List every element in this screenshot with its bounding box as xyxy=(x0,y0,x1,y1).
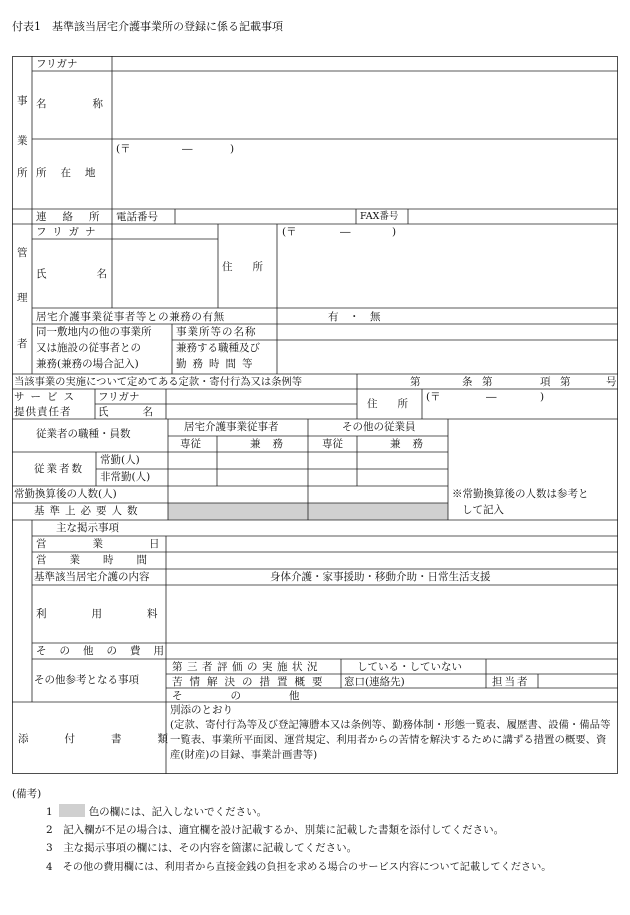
attachments-label: 添付書類 xyxy=(18,733,204,745)
articles-gou: 号 xyxy=(606,376,617,388)
items-content-value: 身体介護・家事援助・移動介助・日常生活支援 xyxy=(270,571,491,583)
notes-header: (備考) xyxy=(12,788,42,800)
manager-postal-dash: ― xyxy=(340,226,351,238)
note-3-number: 3 xyxy=(46,842,53,854)
office-section-label-3: 所 xyxy=(17,167,28,179)
manager-section-label-3: 者 xyxy=(17,338,28,350)
manager-other-work-label-1: 同一敷地内の他の事業所 xyxy=(36,326,152,338)
staff-note-line1: ※常勤換算後の人数は参考と xyxy=(452,488,589,500)
office-phone-label: 電話番号 xyxy=(116,211,158,223)
staff-group2-fulltime: 専従 xyxy=(322,438,343,450)
manager-postal-prefix: (〒 xyxy=(282,226,297,238)
manager-concurrent-value: 有 ・ 無 xyxy=(328,311,381,323)
manager-other-duty-label-1: 兼務する職種及び xyxy=(176,342,260,354)
reference-eval-label: 第三者評価の実施状況 xyxy=(172,661,322,673)
reference-eval-value: している・していない xyxy=(357,661,462,673)
staff-group2-header: その他の従業員 xyxy=(342,421,416,433)
service-manager-address-label: 住所 xyxy=(367,398,428,410)
note-4 xyxy=(46,858,551,873)
note-3 xyxy=(46,840,357,855)
office-postal-prefix: (〒 xyxy=(116,143,131,155)
staff-required-label: 基準上必要人数 xyxy=(34,505,143,517)
office-furigana-text: フリガナ xyxy=(36,58,78,70)
attachments-line1: 別添のとおり xyxy=(170,704,233,716)
grey-swatch xyxy=(59,804,85,817)
items-business-days-label: 営業日 xyxy=(36,538,206,550)
note-2-number: 2 xyxy=(46,824,53,836)
items-content-label: 基準該当居宅介護の内容 xyxy=(34,571,150,583)
staff-fte-label: 常勤換算後の人数(人) xyxy=(14,488,117,500)
office-section-label-1: 事 xyxy=(17,95,28,107)
manager-address-label: 住所 xyxy=(222,261,283,273)
note-4-text: その他の費用欄には、利用者から直接金銭の負担を求める場合のサービス内容について記載してください。 xyxy=(62,862,552,873)
items-fee-label: 利用料 xyxy=(36,608,203,620)
office-address-label: 所在地 xyxy=(36,167,110,179)
note-2 xyxy=(46,822,504,837)
articles-dai2: 第 xyxy=(482,376,493,388)
service-manager-name-label: 氏名 xyxy=(98,406,187,418)
reference-label: その他参考となる事項 xyxy=(34,674,139,686)
attachments-line2: (定款、寄付行為等及び登記簿謄本又は条例等、勤務体制・形態一覧表、履歴書、設備・備品等一覧表、事業所平面図、運営規定、利用者からの苦情を解決するために講ずる措置の概要、資産(財産)の目録、事業計画書等) xyxy=(170,719,611,761)
service-manager-postal-prefix: (〒 xyxy=(426,391,441,403)
office-furigana-label xyxy=(36,59,108,70)
note-4-number: 4 xyxy=(46,862,53,873)
note-1-number: 1 xyxy=(46,806,53,818)
manager-other-work-label-2: 又は施設の従事者との xyxy=(36,342,141,354)
staff-count-label: 従業者数 xyxy=(34,463,84,475)
office-fax-label: FAX番号 xyxy=(360,211,399,222)
articles-kou: 項 xyxy=(540,376,551,388)
staff-group1-header: 居宅介護事業従事者 xyxy=(184,421,279,433)
items-header: 主な掲示事項 xyxy=(56,522,119,534)
office-postal-dash: ― xyxy=(182,143,193,155)
reference-other-label: その他 xyxy=(172,690,348,702)
office-contact-label: 連絡所 xyxy=(36,211,116,223)
staff-group1-fulltime: 専従 xyxy=(180,438,201,450)
staff-note-line2: して記入 xyxy=(462,504,504,516)
note-1-text: 色の欄には、記入しないでください。 xyxy=(88,806,268,818)
reference-complaint-label: 苦情解決の措置概要 xyxy=(172,676,330,688)
reference-window-label: 窓口(連絡先) xyxy=(344,676,405,688)
office-name-label: 名称 xyxy=(36,98,149,110)
staff-header: 従業者の職種・員数 xyxy=(36,428,131,440)
service-manager-label-1: サービス xyxy=(14,391,80,403)
manager-postal-suffix: ) xyxy=(392,226,397,238)
manager-other-duty-label-2: 勤務時間等 xyxy=(176,358,259,370)
manager-furigana-label: フリガナ xyxy=(36,226,102,238)
manager-concurrent-label: 居宅介護事業従事者等との兼務の有無 xyxy=(36,311,225,323)
note-3-text: 主な掲示事項の欄には、その内容を箇潔に記載してください。 xyxy=(63,842,358,854)
manager-other-work-label-3: 兼務(兼務の場合記入) xyxy=(36,358,139,370)
office-postal-suffix: ) xyxy=(230,143,235,155)
manager-section-label-2: 理 xyxy=(17,292,28,304)
staff-regular-label: 常勤(人) xyxy=(100,454,140,466)
service-manager-postal-suffix: ) xyxy=(540,391,545,403)
articles-jou: 条 xyxy=(462,376,473,388)
registration-form xyxy=(12,56,618,774)
manager-name-label: 氏名 xyxy=(36,268,157,280)
service-manager-furigana-label: フリガナ xyxy=(98,391,140,403)
manager-other-office-name-label: 事業所等の名称 xyxy=(176,326,257,338)
staff-group2-concurrent: 兼務 xyxy=(390,438,435,450)
note-1 xyxy=(46,804,267,819)
staff-group1-concurrent: 兼務 xyxy=(250,438,295,450)
articles-dai1: 第 xyxy=(410,376,421,388)
manager-section-label-1: 管 xyxy=(17,247,28,259)
items-business-hours-label: 営業時間 xyxy=(36,554,170,566)
service-manager-label-2: 提供責任者 xyxy=(14,406,72,418)
items-other-cost-label: その他の費用 xyxy=(36,645,177,657)
reference-person-label: 担当者 xyxy=(492,676,530,688)
articles-label: 当該事業の実施について定めてある定款・寄付行為又は条例等 xyxy=(14,376,303,388)
service-manager-postal-dash: ― xyxy=(486,391,497,403)
office-section-label-2: 業 xyxy=(17,135,28,147)
page-title: 付表1 基準該当居宅介護事業所の登録に係る記載事項 xyxy=(12,20,283,33)
staff-non-regular-label: 非常勤(人) xyxy=(100,471,151,483)
note-2-text: 記入欄が不足の場合は、適宜欄を設け記載するか、別葉に記載した書類を添付してください。 xyxy=(63,824,505,836)
articles-dai3: 第 xyxy=(560,376,571,388)
